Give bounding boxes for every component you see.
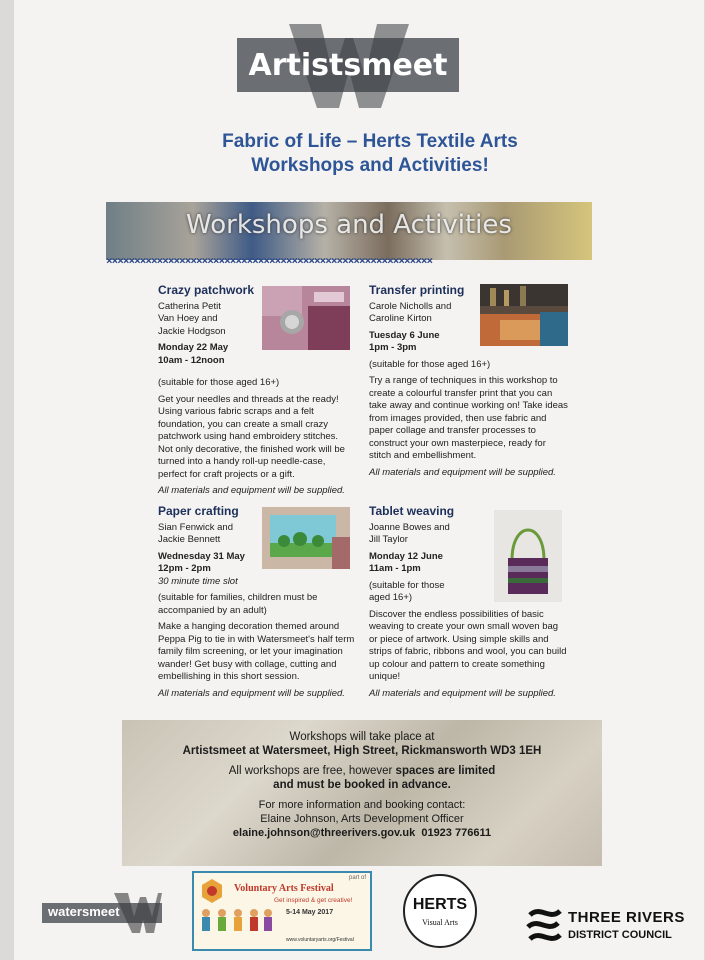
workshop-title: Transfer printing: [369, 283, 465, 297]
patchwork-photo: [262, 286, 350, 350]
workshop-title: Crazy patchwork: [158, 283, 255, 297]
workshop-title: Paper crafting: [158, 504, 239, 518]
paper-craft-photo: [262, 507, 350, 569]
venue-address: Artistsmeet at Watersmeet, High Street, Rickmansworth WD3 1EH: [182, 745, 542, 757]
district-council-text: DISTRICT COUNCIL: [568, 929, 672, 941]
three-rivers-text: THREE RIVERS: [568, 909, 685, 926]
workshop-slot: 30 minute time slot: [158, 575, 238, 587]
festival-url[interactable]: www.voluntaryarts.org/Festival: [286, 937, 354, 943]
tutor-line: Joanne Bowes and: [369, 521, 450, 533]
herts-text: HERTS: [412, 896, 468, 913]
festival-part-of: part of: [348, 875, 366, 881]
tutor-line: Carole Nicholls and: [369, 300, 452, 312]
tutor-line: Jackie Hodgson: [158, 325, 226, 337]
page-title: [90, 130, 650, 178]
title-line-1: Fabric of Life – Herts Textile Arts: [222, 131, 518, 152]
watersmeet-text: watersmeet: [48, 904, 120, 919]
workshop-suitability: (suitable for families, children must be accompanied by an adult): [158, 592, 318, 616]
contact-phone: 01923 776611: [421, 827, 492, 839]
workshop-suitability: (suitable for those aged 16+): [158, 377, 280, 388]
transfer-print-photo: [480, 284, 568, 346]
workshop-materials: All materials and equipment will be supplied.: [369, 466, 556, 478]
banner-text: Workshops and Activities: [186, 210, 512, 240]
contact-intro: For more information and booking contact:: [258, 799, 466, 811]
workshop-description: Get your needles and threads at the ready! Using various fabric scraps and a felt foundation, you can create a small crazy patchwork using hand embroidery stitches. Not only decorative, the finished work will be turned into a handy roll-up needle-case, perfect for craft projects or a gift.: [158, 393, 345, 480]
title-line-2: Workshops and Activities!: [251, 155, 489, 176]
herts-visual-arts-logo: [403, 874, 477, 948]
herts-subtext: Visual Arts: [422, 918, 458, 927]
workshop-date: Monday 12 June: [369, 550, 443, 562]
tutor-line: Catherina Petit: [158, 300, 221, 312]
workshop-materials: All materials and equipment will be supplied.: [369, 687, 556, 699]
venue-info-panel: [122, 720, 602, 866]
textile-banner: [106, 202, 592, 260]
tutor-line: Jackie Bennett: [158, 534, 221, 545]
contact-details: [122, 826, 602, 840]
festival-people-icon: [198, 907, 276, 947]
venue-intro: Workshops will take place at: [289, 731, 435, 743]
woven-bag-photo: [494, 510, 562, 602]
free-notice: [122, 764, 602, 778]
workshop-description: Discover the endless possibilities of basic weaving to create your own small woven bag or piece of artwork. Using simple skills and strips of fabric, ribbons and wool, you can build up colour and pattern to create something unique!: [369, 608, 567, 682]
workshop-date: Wednesday 31 May: [158, 550, 245, 562]
workshop-description: Try a range of techniques in this workshop to create a colourful transfer print that you can take away and continue working on! Take ideas from images provided, then use fabric and paper collage and transfer processes to construct your own masterpiece, ready for stitch and embellishment.: [369, 375, 568, 461]
festival-flower-icon: [198, 877, 226, 905]
voluntary-arts-festival-logo: [192, 871, 372, 951]
workshop-title: Tablet weaving: [369, 504, 455, 518]
tutor-line: Jill Taylor: [369, 534, 408, 545]
festival-tagline: Get inspired & get creative!: [274, 897, 353, 904]
workshop-date: Monday 22 May: [158, 342, 229, 353]
workshop-time: 12pm - 2pm: [158, 563, 211, 574]
cross-stitch-border: ××××××××××××××××××××××××××××××××××××××××××××××××××××××××××: [106, 254, 433, 266]
three-rivers-waves-icon: [526, 905, 562, 945]
workshop-materials: All materials and equipment will be supplied.: [158, 687, 345, 699]
workshop-suitability: (suitable for those aged 16+): [369, 579, 445, 603]
limited-spaces: spaces are limited: [395, 765, 496, 777]
artistsmeet-logo: [237, 24, 459, 108]
contact-email[interactable]: elaine.johnson@threerivers.gov.uk: [232, 827, 416, 839]
workshop-time: 11am - 1pm: [369, 563, 421, 574]
logo-text: Artistsmeet: [248, 48, 448, 83]
three-rivers-logo: [526, 905, 686, 949]
workshop-time: 10am - 12noon: [158, 354, 225, 366]
free-prefix: All workshops are free, however: [228, 765, 396, 777]
booking-notice: and must be booked in advance.: [273, 779, 451, 791]
workshop-materials: All materials and equipment will be supplied.: [158, 485, 345, 496]
workshop-date: Tuesday 6 June: [369, 329, 440, 341]
tutor-line: Van Hoey and: [158, 313, 218, 324]
workshop-description: Make a hanging decoration themed around Peppa Pig to tie in with Watersmeet's half term family film screening, or let your imagination wander! Get busy with collage, cutting and embellishing in this short session.: [158, 621, 355, 682]
workshop-suitability: (suitable for those aged 16+): [369, 358, 491, 370]
festival-title: Voluntary Arts Festival: [234, 883, 334, 894]
tutor-line: Sian Fenwick and: [158, 521, 233, 533]
watersmeet-logo: [42, 893, 162, 933]
workshop-time: 1pm - 3pm: [369, 342, 417, 353]
festival-dates: 5-14 May 2017: [286, 909, 334, 916]
contact-name: Elaine Johnson, Arts Development Officer: [260, 813, 464, 825]
tutor-line: Caroline Kirton: [369, 313, 432, 324]
